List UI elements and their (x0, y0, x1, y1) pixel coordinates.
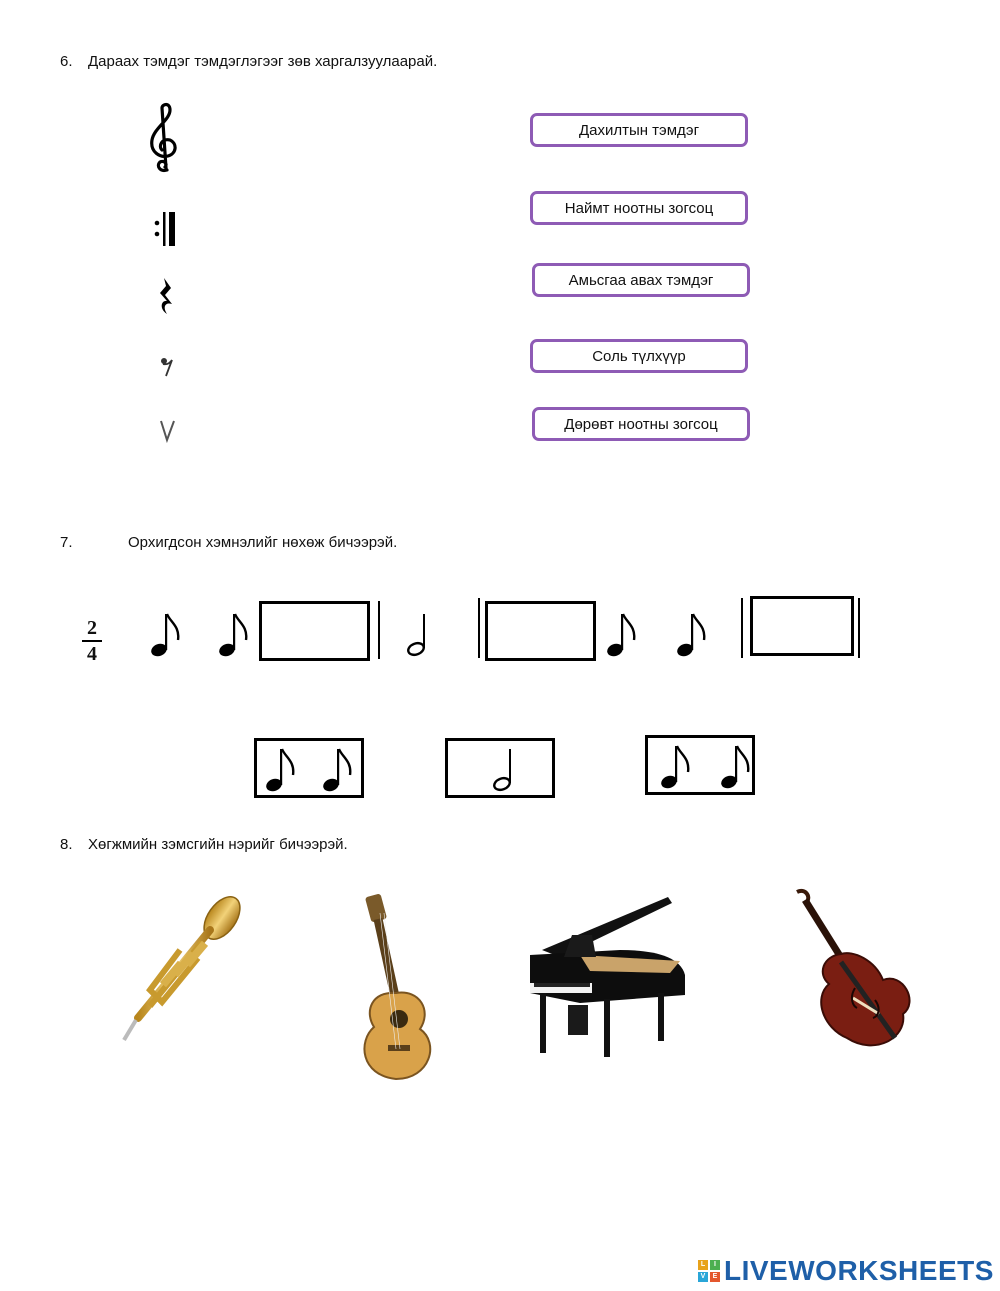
option-quarter-rest[interactable]: Дөрөвт ноотны зогсоц (532, 407, 750, 441)
bar-line (378, 601, 380, 659)
guitar-image (352, 893, 447, 1083)
question-text: Орхигдсон хэмнэлийг нөхөж бичээрэй. (128, 534, 398, 551)
eighth-rest-icon[interactable] (158, 356, 178, 378)
choice-half-note[interactable] (445, 738, 555, 798)
choice-two-eighth-notes[interactable] (254, 738, 364, 798)
liveworksheets-logo (698, 1255, 994, 1287)
question-number: 7. (60, 534, 73, 551)
bar-line (858, 598, 860, 658)
bar-line (741, 598, 743, 658)
time-signature (82, 617, 102, 665)
question-text: Дараах тэмдэг тэмдэглэгээг зөв харгалзуулаарай. (88, 53, 438, 70)
half-note-icon (490, 747, 520, 793)
option-breath-mark[interactable]: Амьсгаа авах тэмдэг (532, 263, 750, 297)
violin-image (783, 888, 923, 1068)
eighth-note-icon (148, 612, 184, 658)
half-note-icon (404, 612, 434, 658)
eighth-note-icon (658, 744, 694, 790)
time-signature-top: 2 (87, 617, 97, 639)
breath-mark-icon[interactable] (158, 418, 178, 444)
trumpet-image (110, 890, 250, 1055)
eighth-note-icon (674, 612, 710, 658)
eighth-note-icon (263, 747, 299, 793)
option-repeat-sign[interactable]: Дахилтын тэмдэг (530, 113, 748, 147)
eighth-note-icon (320, 747, 356, 793)
eighth-note-icon (604, 612, 640, 658)
question-number: 8. (60, 836, 73, 853)
choice-two-eighth-notes[interactable] (645, 735, 755, 795)
answer-drop-box-2[interactable] (485, 601, 596, 661)
brand-name: LIVEWORKSHEETS (724, 1255, 994, 1286)
option-treble-clef[interactable]: Соль түлхүүр (530, 339, 748, 373)
question-number: 6. (60, 53, 73, 70)
eighth-note-icon (216, 612, 252, 658)
repeat-sign-icon[interactable] (152, 210, 182, 248)
question-text: Хөгжмийн зэмсгийн нэрийг бичээрэй. (88, 836, 348, 853)
eighth-note-icon (718, 744, 754, 790)
time-signature-bottom: 4 (87, 643, 97, 665)
logo-blocks-icon: L I V E (698, 1260, 720, 1282)
option-eighth-rest[interactable]: Наймт ноотны зогсоц (530, 191, 748, 225)
grand-piano-image (520, 895, 690, 1065)
answer-drop-box-1[interactable] (259, 601, 370, 661)
answer-drop-box-3[interactable] (750, 596, 854, 656)
treble-clef-icon[interactable] (140, 102, 190, 174)
quarter-rest-icon[interactable] (156, 276, 180, 318)
bar-line (478, 598, 480, 658)
